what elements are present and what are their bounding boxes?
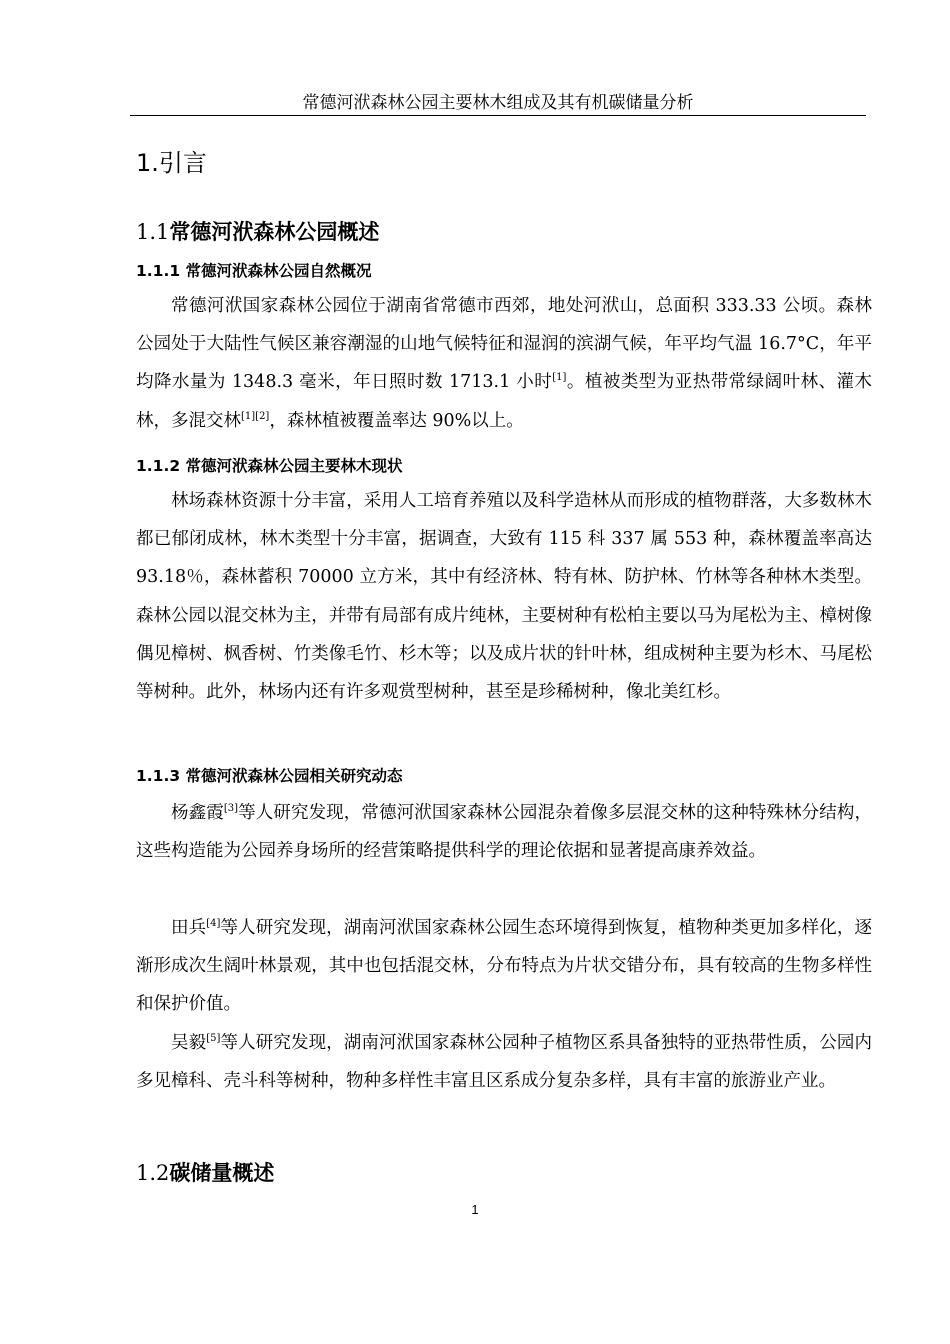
paragraph-text: 等人研究发现，湖南河洑国家森林公园生态环境得到恢复，植物种类更加多样化，逐渐形成次生阔叶林景观，其中也包括混交林，分布特点为片状交错分布，具有较高的生物多样性和保护价值。 xyxy=(136,918,873,1015)
paragraph-text: 林场森林资源十分丰富，采用人工培育养殖以及科学造林从而形成的植物群落，大多数林木都已郁闭成林，林木类型十分丰富，据调查，大致有 115 科 337 属 553 种，森林覆盖率高达 93.18％，森林蓄积 70000 立方米，其中有经济林、特有林、防护林、竹林等各种林木类型。森林公园以混交林为主，并带有局部有成片纯林，主要树种有松柏主要以马为尾松为主、樟树像偶见樟树、枫香树、竹类像毛竹、杉木等；以及成片状的针叶林，组成树种主要为杉木、马尾松等树种。此外，林场内还有许多观赏型树种，甚至是珍稀树种，像北美红杉。 xyxy=(136,491,872,703)
section-heading-1-1 xyxy=(136,218,379,246)
subsection-heading-1-1-1: 1.1.1 常德河洑森林公园自然概况 xyxy=(136,262,372,280)
paragraph-text: 等人研究发现，湖南河洑国家森林公园种子植物区系具备独特的亚热带性质，公园内多见樟科、壳斗科等树种，物种多样性丰富且区系成分复杂多样，具有丰富的旅游业产业。 xyxy=(136,1033,873,1092)
paragraph-text: ，森林植被覆盖率达 90%以上。 xyxy=(269,410,524,431)
section-number: 1.2 xyxy=(136,1161,170,1185)
paragraph-text: 等人研究发现，常德河洑国家森林公园混杂着像多层混交林的这种特殊林分结构，这些构造能为公园养身场所的经营策略提供科学的理论依据和显著提高康养效益。 xyxy=(136,803,873,862)
section-number: 1.1 xyxy=(136,220,170,244)
section-title: 碳储量概述 xyxy=(169,1161,275,1185)
header-divider xyxy=(130,115,866,116)
subsection-heading-1-1-3: 1.1.3 常德河洑森林公园相关研究动态 xyxy=(136,767,403,785)
section-heading-1-2 xyxy=(136,1159,274,1187)
citation-ref: [4] xyxy=(206,918,221,930)
paragraph-text: 常德河洑国家森林公园位于湖南省常德市西郊，地处河洑山，总面积 333.33 公顷。森林公园处于大陆性气候区兼容潮湿的山地气候特征和湿润的滨湖气候，年平均气温 16.7°C，年平均降水量为 1348.3 毫米，年日照时数 1713.1 小时 xyxy=(136,296,872,393)
author-name: 田兵 xyxy=(171,918,207,938)
page-number: 1 xyxy=(471,1202,479,1217)
paragraph-research-yang xyxy=(136,794,872,870)
author-name: 杨鑫霞 xyxy=(171,803,224,823)
paragraph-research-tian xyxy=(136,909,872,1024)
citation-ref: [1] xyxy=(552,372,567,384)
paragraph-text: 。植被类型为亚热带常绿阔叶林、灌木林，多混交林 xyxy=(136,372,873,431)
subsection-heading-1-1-2: 1.1.2 常德河洑森林公园主要林木现状 xyxy=(136,457,403,475)
citation-ref: [1][2] xyxy=(241,410,270,422)
paragraph-research-wu xyxy=(136,1024,872,1100)
section-title: 常德河洑森林公园概述 xyxy=(169,220,380,244)
author-name: 吴毅 xyxy=(171,1033,207,1053)
section-heading-1: 1.引言 xyxy=(136,149,207,177)
paragraph-forest-status xyxy=(136,482,872,711)
running-header-title: 常德河洑森林公园主要林木组成及其有机碳储量分析 xyxy=(302,93,694,113)
citation-ref: [3] xyxy=(223,803,239,815)
paragraph-natural-overview xyxy=(136,287,872,440)
citation-ref: [5] xyxy=(206,1033,221,1045)
